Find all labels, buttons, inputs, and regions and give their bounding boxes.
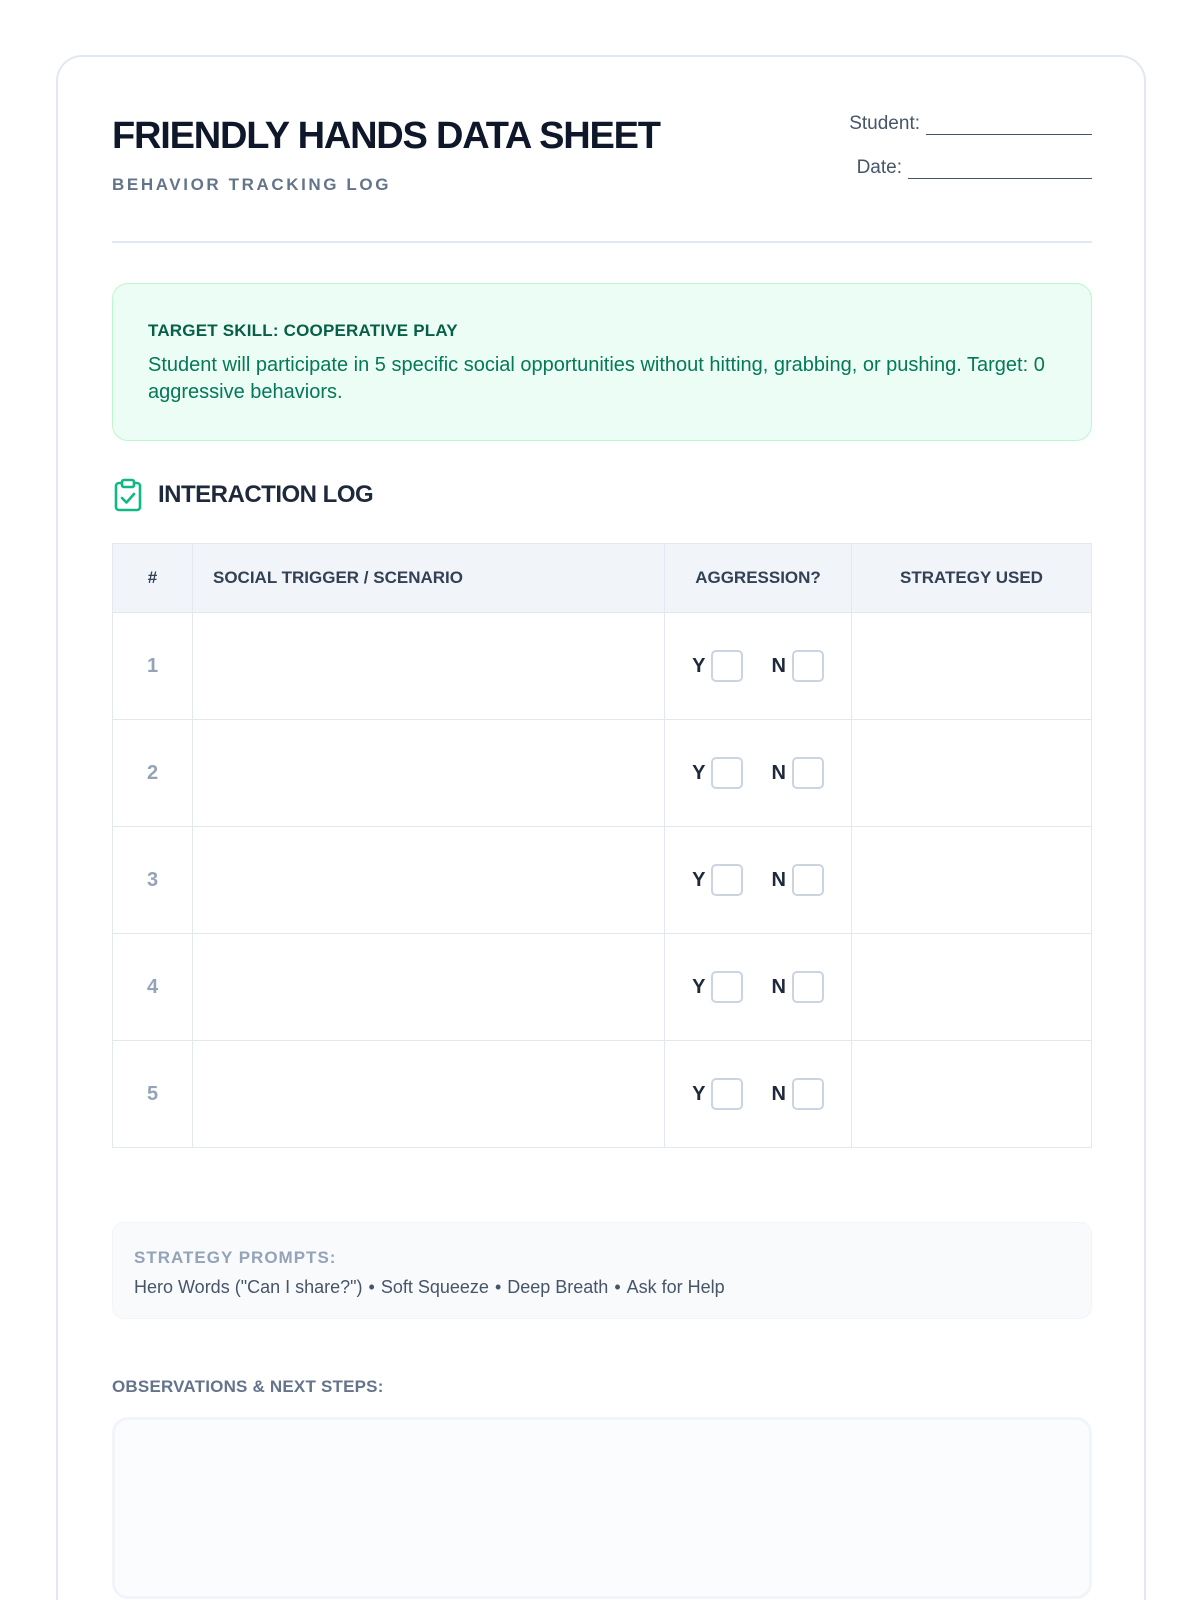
yes-checkbox[interactable]	[711, 1078, 743, 1110]
interaction-log-heading	[112, 477, 373, 513]
student-blank-line[interactable]	[926, 119, 1092, 135]
aggression-cell	[665, 827, 852, 934]
bullet-separator: •	[614, 1277, 621, 1297]
strategy-prompts-list	[134, 1277, 725, 1298]
table-row	[113, 613, 1092, 720]
data-sheet	[56, 55, 1146, 1600]
column-header-aggression: AGGRESSION?	[665, 544, 852, 613]
strategy-cell[interactable]	[852, 934, 1092, 1041]
strategy-cell[interactable]	[852, 720, 1092, 827]
aggression-cell	[665, 613, 852, 720]
target-skill-description: Student will participate in 5 specific social opportunities without hitting, grabbing, or pushing. Target: 0 aggressive behaviors.	[148, 354, 1045, 403]
table-row	[113, 720, 1092, 827]
page-title: FRIENDLY HANDS DATA SHEET	[112, 115, 660, 157]
observations-title: OBSERVATIONS & NEXT STEPS:	[112, 1377, 384, 1396]
no-label: N	[771, 1082, 786, 1105]
bullet-separator: •	[368, 1277, 375, 1297]
table-row	[113, 1041, 1092, 1148]
row-number: 2	[113, 720, 193, 827]
prompt-item: Soft Squeeze	[380, 1277, 489, 1297]
trigger-cell[interactable]	[193, 934, 665, 1041]
yes-checkbox[interactable]	[711, 757, 743, 789]
yes-label: Y	[692, 975, 706, 998]
no-label: N	[771, 654, 786, 677]
yes-label: Y	[692, 868, 706, 891]
no-checkbox[interactable]	[792, 864, 824, 896]
table-row	[113, 827, 1092, 934]
student-label: Student:	[849, 113, 920, 134]
aggression-cell	[665, 934, 852, 1041]
strategy-cell[interactable]	[852, 613, 1092, 720]
date-blank-line[interactable]	[908, 163, 1092, 179]
bullet-separator: •	[494, 1277, 502, 1297]
prompt-item: Hero Words ("Can I share?")	[134, 1277, 363, 1297]
observations-input-area[interactable]	[112, 1417, 1092, 1599]
target-skill-box	[112, 283, 1092, 441]
yes-label: Y	[692, 654, 706, 677]
column-header-trigger: SOCIAL TRIGGER / SCENARIO	[193, 544, 665, 613]
target-skill-title: TARGET SKILL: COOPERATIVE PLAY	[148, 321, 458, 340]
column-header-number: #	[113, 544, 193, 613]
prompt-item: Deep Breath	[507, 1277, 609, 1297]
trigger-cell[interactable]	[193, 1041, 665, 1148]
no-checkbox[interactable]	[792, 650, 824, 682]
no-label: N	[771, 868, 786, 891]
strategy-cell[interactable]	[852, 827, 1092, 934]
row-number: 4	[113, 934, 193, 1041]
no-label: N	[771, 761, 786, 784]
aggression-cell	[665, 1041, 852, 1148]
date-field[interactable]	[857, 157, 1092, 179]
row-number: 5	[113, 1041, 193, 1148]
prompt-item: Ask for Help	[626, 1277, 725, 1297]
strategy-prompts-box	[112, 1222, 1092, 1319]
student-field[interactable]	[849, 113, 1092, 135]
date-label: Date:	[856, 157, 902, 178]
no-label: N	[771, 975, 786, 998]
row-number: 1	[113, 613, 193, 720]
page-subtitle: BEHAVIOR TRACKING LOG	[112, 175, 392, 194]
strategy-prompts-title: STRATEGY PROMPTS:	[134, 1248, 337, 1267]
table-header-row	[113, 544, 1092, 613]
clipboard-check-icon	[112, 478, 144, 512]
row-number: 3	[113, 827, 193, 934]
no-checkbox[interactable]	[792, 1078, 824, 1110]
yes-label: Y	[692, 1082, 706, 1105]
trigger-cell[interactable]	[193, 613, 665, 720]
yes-checkbox[interactable]	[711, 864, 743, 896]
trigger-cell[interactable]	[193, 720, 665, 827]
yes-checkbox[interactable]	[711, 971, 743, 1003]
interaction-log-title: INTERACTION LOG	[158, 481, 374, 508]
sheet-header	[112, 57, 1092, 243]
interaction-log-table	[112, 543, 1092, 1148]
table-row	[113, 934, 1092, 1041]
no-checkbox[interactable]	[792, 757, 824, 789]
yes-label: Y	[692, 761, 706, 784]
column-header-strategy: STRATEGY USED	[852, 544, 1092, 613]
trigger-cell[interactable]	[193, 827, 665, 934]
yes-checkbox[interactable]	[711, 650, 743, 682]
no-checkbox[interactable]	[792, 971, 824, 1003]
strategy-cell[interactable]	[852, 1041, 1092, 1148]
aggression-cell	[665, 720, 852, 827]
